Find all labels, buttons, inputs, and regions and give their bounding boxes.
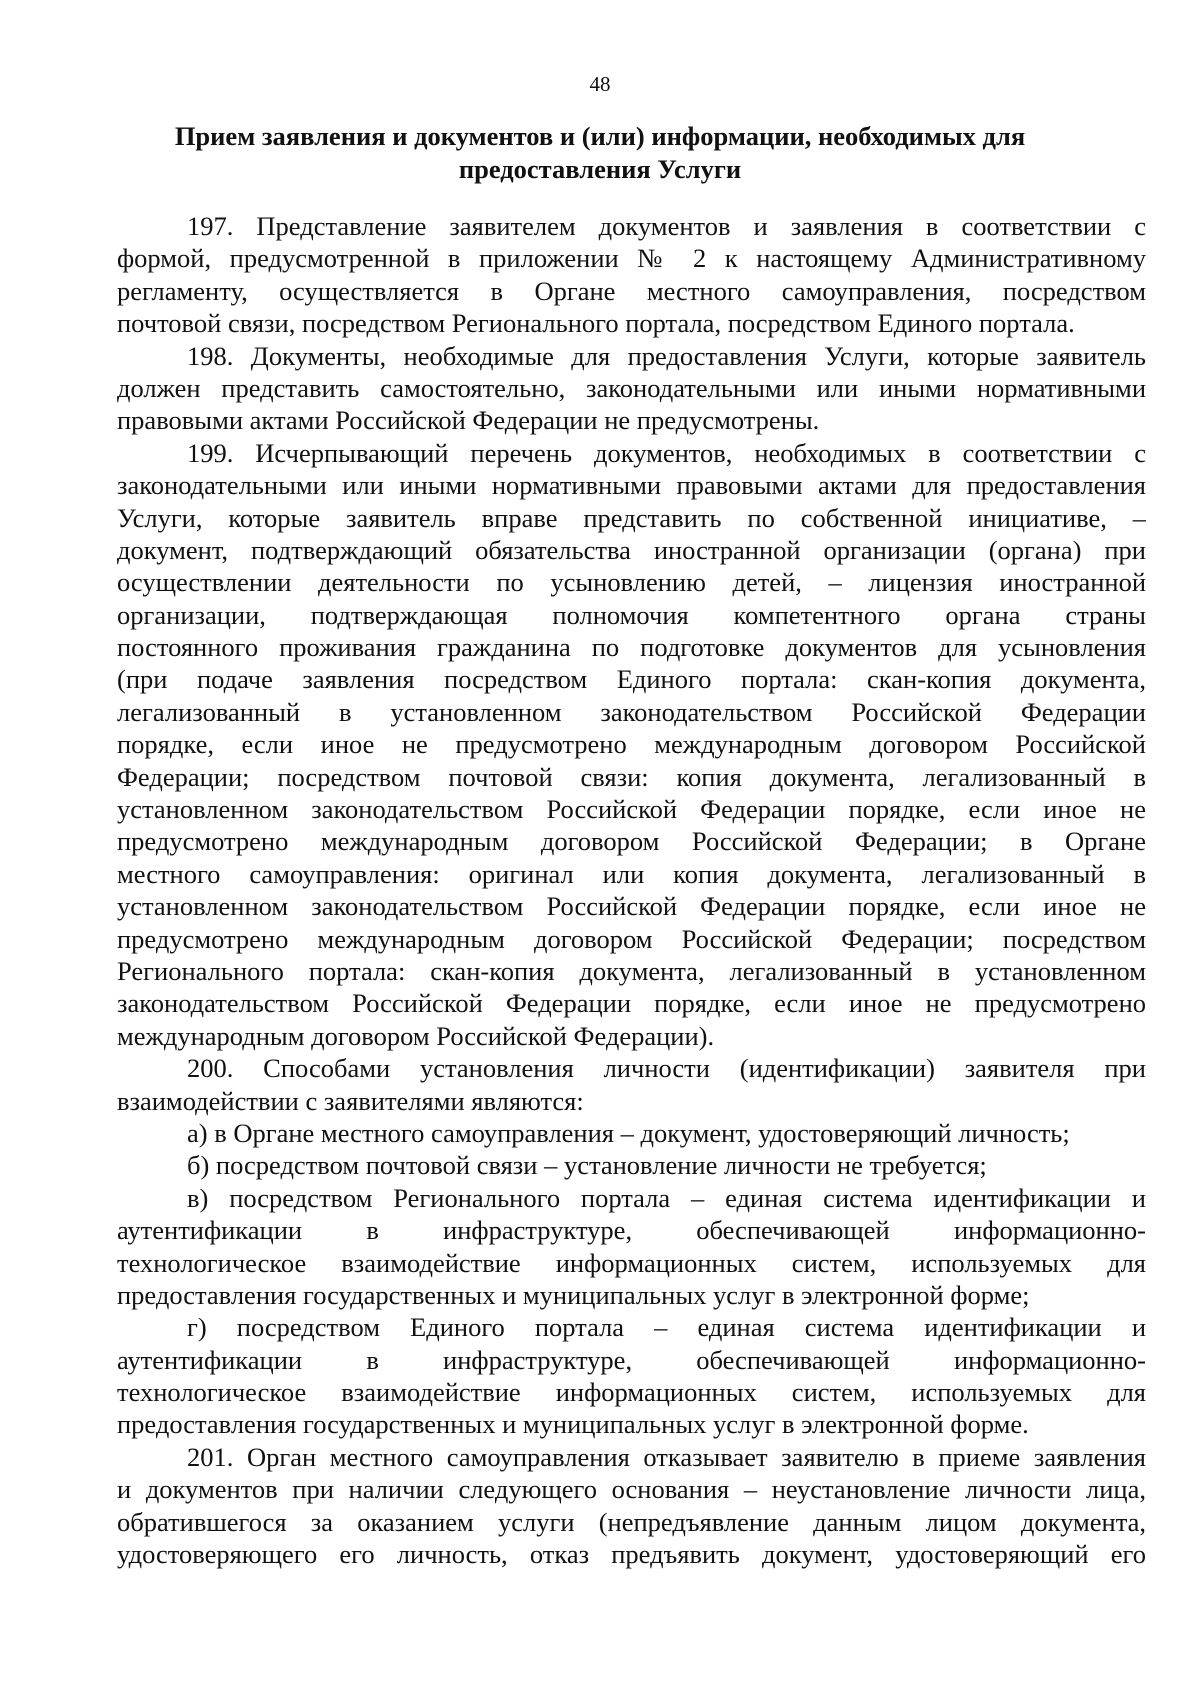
paragraph-line: аутентификации в инфраструктуре, обеспечивающей информационно- xyxy=(117,1344,1146,1375)
paragraph-line: документ, подтверждающий обязательства иностранной организации (органа) при xyxy=(117,534,1146,565)
paragraph-line: правовыми актами Российской Федерации не предусмотрены. xyxy=(117,405,820,436)
paragraph-line: взаимодействии с заявителями являются: xyxy=(117,1085,584,1116)
paragraph-line: и документов при наличии следующего основания – неустановление личности лица, xyxy=(117,1474,1146,1505)
heading-line: Прием заявления и документов и (или) информации, необходимых для xyxy=(174,121,1026,151)
paragraph-line: законодательством Российской Федерации порядке, если иное не предусмотрено xyxy=(117,988,1146,1019)
heading-line: предоставления Услуги xyxy=(458,154,742,184)
paragraph-line: г) посредством Единого портала – единая система идентификации и xyxy=(187,1312,1146,1343)
paragraph-line: 200. Способами установления личности (идентификации) заявителя при xyxy=(187,1053,1146,1084)
paragraph-line: Регионального портала: скан-копия документа, легализованный в установленном xyxy=(117,955,1146,986)
paragraph-line: установленном законодательством Российской Федерации порядке, если иное не xyxy=(117,794,1146,825)
paragraph-line: постоянного проживания гражданина по подготовке документов для усыновления xyxy=(117,632,1146,663)
paragraph-line: (при подаче заявления посредством Единого портала: скан-копия документа, xyxy=(117,664,1146,695)
paragraph-line: удостоверяющего его личность, отказ предъявить документ, удостоверяющий его xyxy=(117,1539,1146,1570)
paragraph-line: должен представить самостоятельно, законодательными или иными нормативными xyxy=(117,372,1146,403)
paragraph xyxy=(117,210,1146,340)
paragraph xyxy=(117,437,1146,1052)
paragraph-line: предоставления государственных и муниципальных услуг в электронной форме; xyxy=(117,1279,1030,1310)
paragraph xyxy=(117,1182,1146,1312)
paragraph-line: 197. Представление заявителем документов и заявления в соответствии с xyxy=(187,211,1146,241)
paragraph-line: предусмотрено международным договором Российской Федерации; в Органе xyxy=(117,826,1146,857)
page-number: 48 xyxy=(589,72,611,96)
paragraph-line: организации, подтверждающая полномочия компетентного органа страны xyxy=(117,599,1146,630)
paragraph-line: регламенту, осуществляется в Органе местного самоуправления, посредством xyxy=(117,275,1146,306)
paragraph-line: международным договором Российской Федерации). xyxy=(117,1020,715,1051)
paragraph-line: Услуги, которые заявитель вправе представить по собственной инициативе, – xyxy=(117,502,1146,533)
paragraph-line: аутентификации в инфраструктуре, обеспечивающей информационно- xyxy=(117,1215,1146,1246)
paragraph-line: осуществлении деятельности по усыновлению детей, – лицензия иностранной xyxy=(117,567,1146,598)
paragraph-line: б) посредством почтовой связи – установление личности не требуется; xyxy=(187,1150,987,1181)
paragraph xyxy=(117,1441,1146,1571)
paragraph-line: местного самоуправления: оригинал или копия документа, легализованный в xyxy=(117,858,1146,889)
paragraph-line: установленном законодательством Российской Федерации порядке, если иное не xyxy=(117,891,1146,922)
section-heading xyxy=(160,120,1040,186)
paragraph-line: легализованный в установленном законодательством Российской Федерации xyxy=(117,696,1146,727)
paragraph-line: 198. Документы, необходимые для предоставления Услуги, которые заявитель xyxy=(187,340,1146,371)
paragraph-line: 201. Орган местного самоуправления отказывает заявителю в приеме заявления xyxy=(187,1441,1146,1472)
paragraph-line: Федерации; посредством почтовой связи: копия документа, легализованный в xyxy=(117,761,1146,792)
paragraph xyxy=(117,1117,1146,1149)
paragraph-line: порядке, если иное не предусмотрено международным договором Российской xyxy=(117,729,1146,760)
paragraph-line: законодательными или иными нормативными правовыми актами для предоставления xyxy=(117,470,1146,501)
paragraph xyxy=(117,1311,1146,1441)
paragraph-line: формой, предусмотренной в приложении № 2 к настоящему Административному xyxy=(117,243,1146,274)
paragraph-line: обратившегося за оказанием услуги (непредъявление данным лицом документа, xyxy=(117,1506,1146,1537)
paragraph-line: предоставления государственных и муниципальных услуг в электронной форме. xyxy=(117,1409,1029,1440)
paragraph-line: технологическое взаимодействие информационных систем, используемых для xyxy=(117,1377,1146,1408)
paragraph-line: 199. Исчерпывающий перечень документов, необходимых в соответствии с xyxy=(187,437,1146,468)
paragraph-line: в) посредством Регионального портала – единая система идентификации и xyxy=(187,1182,1146,1213)
paragraph-line: почтовой связи, посредством Регионального портала, посредством Единого портала. xyxy=(117,308,1075,339)
paragraph-line: предусмотрено международным договором Российской Федерации; посредством xyxy=(117,923,1146,954)
document-body xyxy=(117,210,1146,1570)
paragraph-line: а) в Органе местного самоуправления – документ, удостоверяющий личность; xyxy=(187,1117,1070,1148)
paragraph xyxy=(117,340,1146,437)
paragraph xyxy=(117,1052,1146,1117)
paragraph-line: технологическое взаимодействие информационных систем, используемых для xyxy=(117,1247,1146,1278)
paragraph xyxy=(117,1149,1146,1181)
